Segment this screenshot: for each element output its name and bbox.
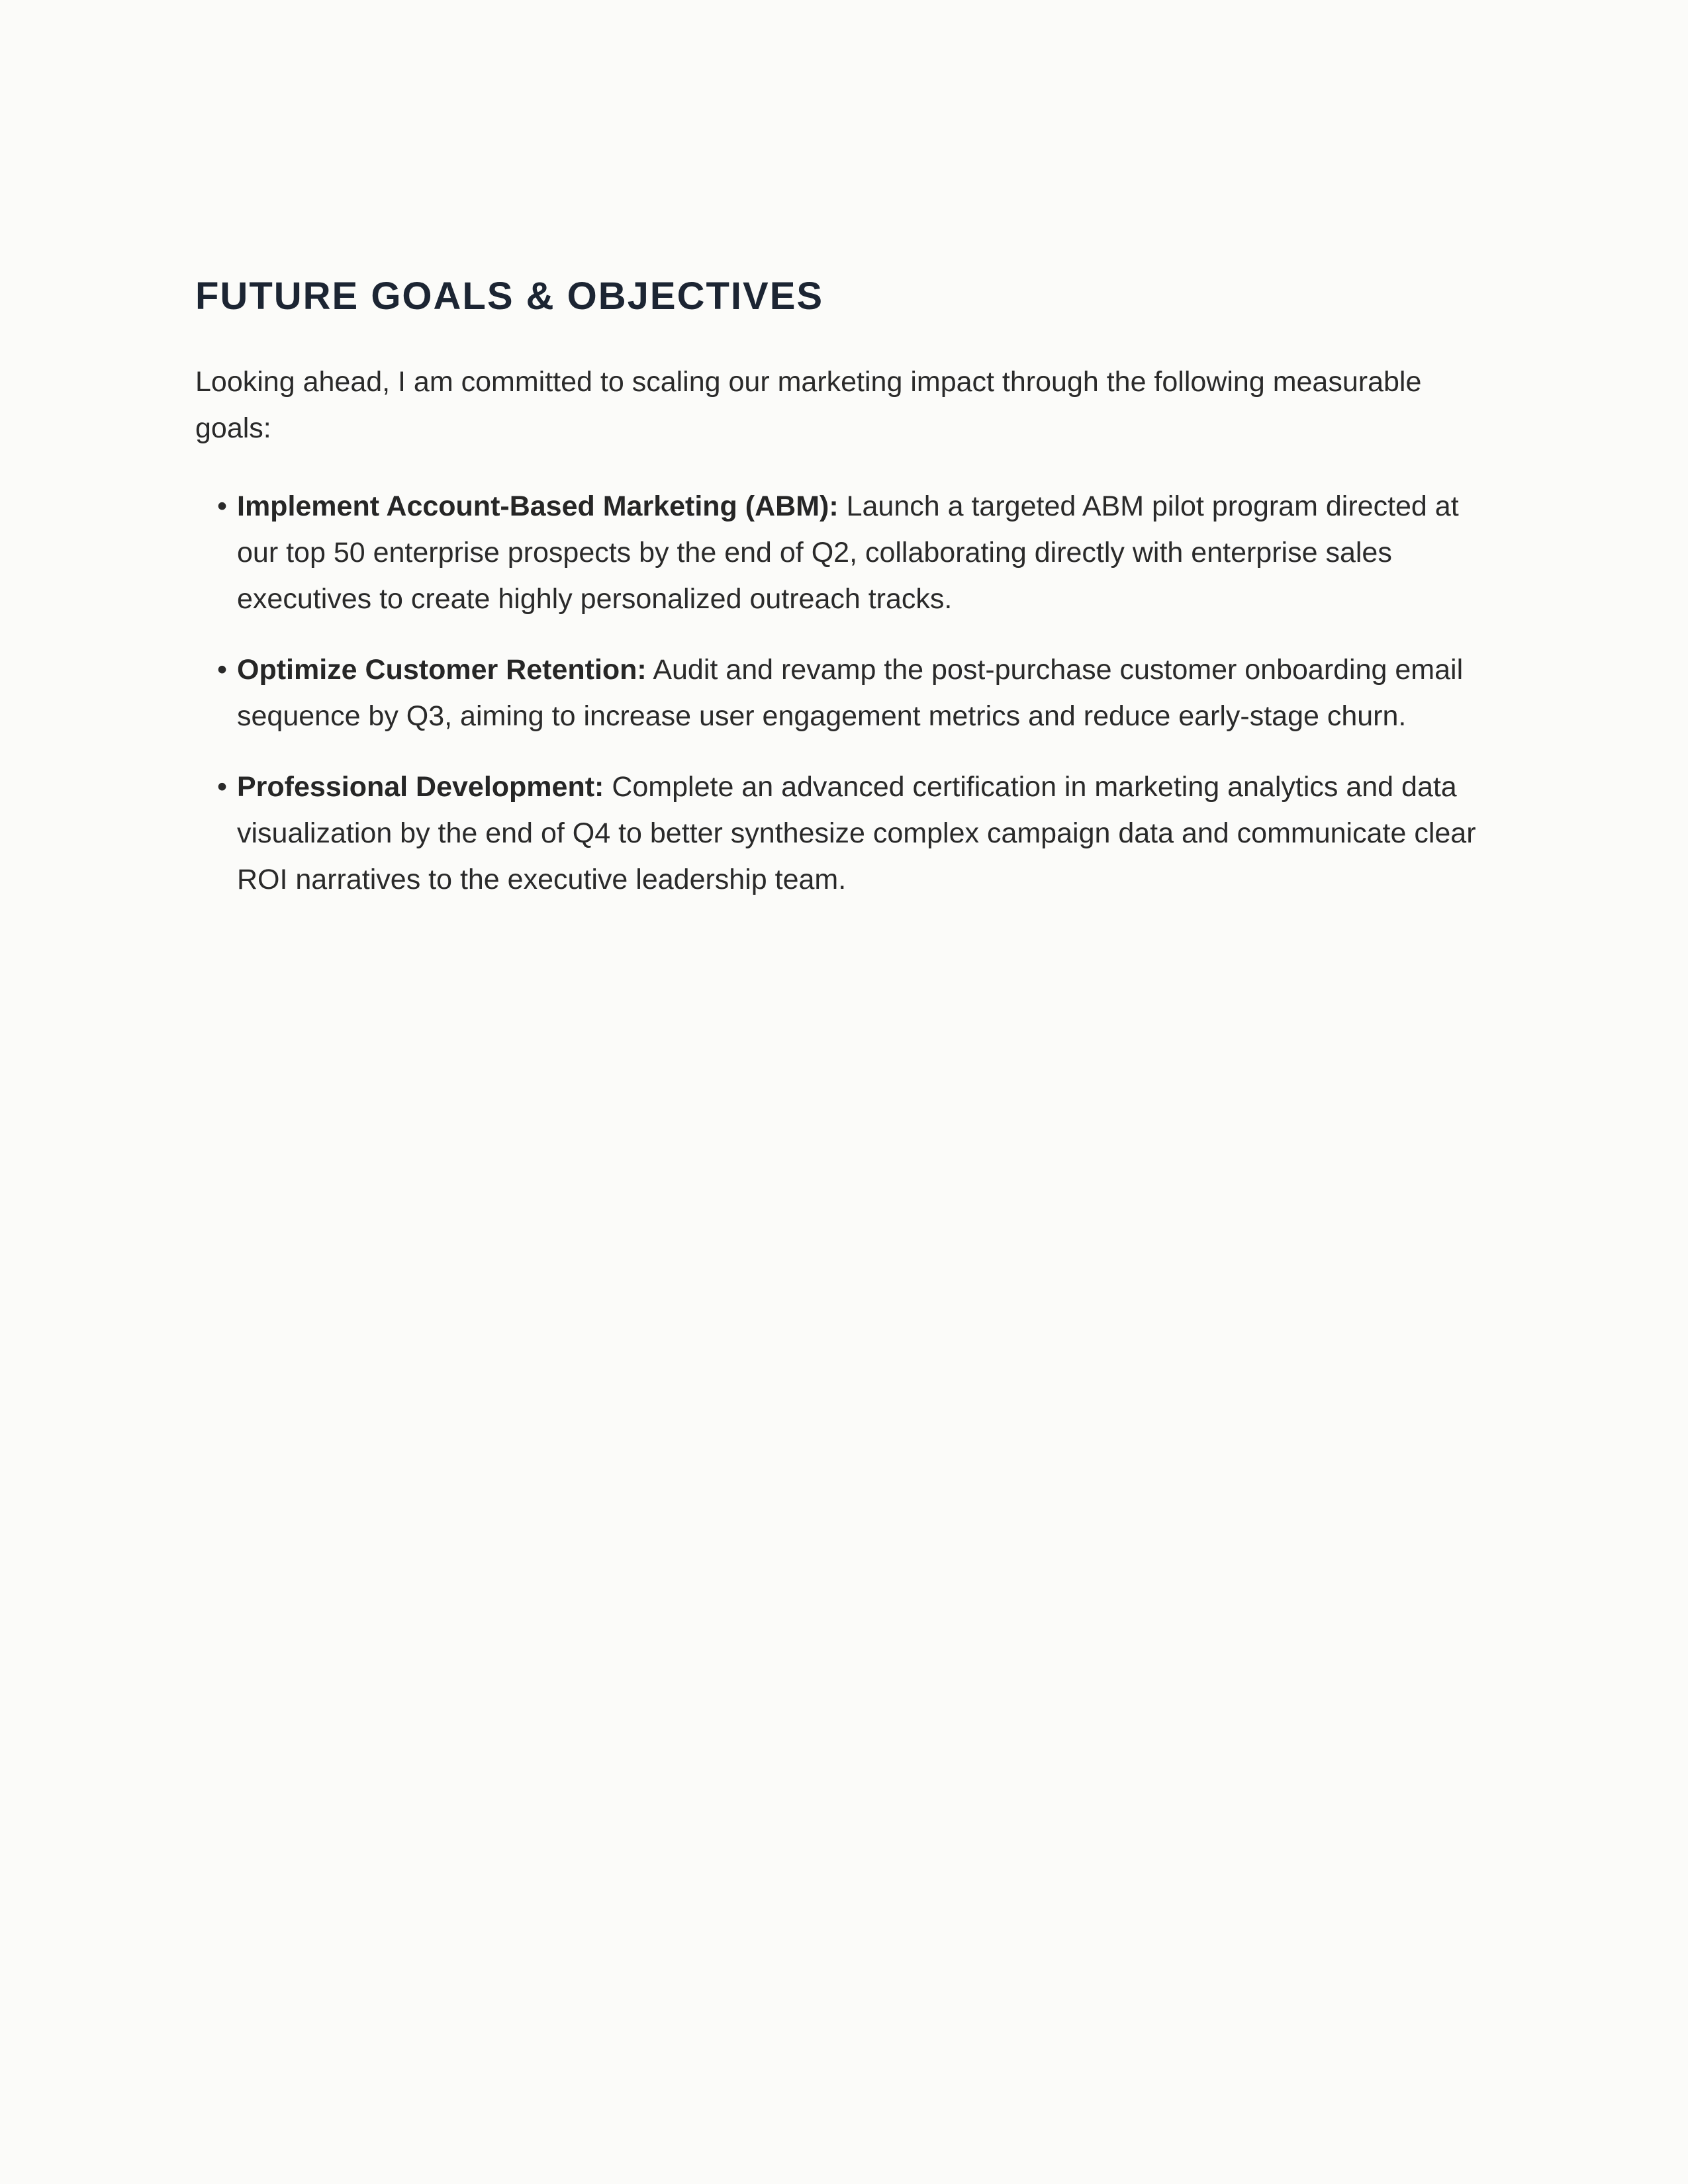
bullet-icon: • xyxy=(217,490,228,522)
section-title: FUTURE GOALS & OBJECTIVES xyxy=(195,275,824,318)
goal-text: Audit and revamp the post-purchase customer onboarding email sequence by Q3, aiming to increase user engagement metrics and reduce early-stage churn. xyxy=(237,654,1464,732)
document-content xyxy=(195,273,1499,927)
goal-label: Implement Account-Based Marketing (ABM): xyxy=(237,490,839,522)
bullet-icon: • xyxy=(217,654,228,686)
list-item xyxy=(195,764,1499,903)
goal-label: Optimize Customer Retention: xyxy=(237,654,647,686)
bullet-icon: • xyxy=(217,771,228,803)
list-item xyxy=(195,483,1499,622)
list-item xyxy=(195,647,1499,739)
goals-list xyxy=(195,483,1499,903)
goal-label: Professional Development: xyxy=(237,771,604,803)
intro-paragraph: Looking ahead, I am committed to scaling our marketing impact through the following measurable goals: xyxy=(195,366,1422,444)
goal-text: Launch a targeted ABM pilot program directed at our top 50 enterprise prospects by the end of Q2, collaborating directly with enterprise sales executives to create highly personalized outreach tracks. xyxy=(237,490,1459,615)
goal-text: Complete an advanced certification in marketing analytics and data visualization by the end of Q4 to better synthesize complex campaign data and communicate clear ROI narratives to the executive leadership team. xyxy=(237,771,1476,895)
